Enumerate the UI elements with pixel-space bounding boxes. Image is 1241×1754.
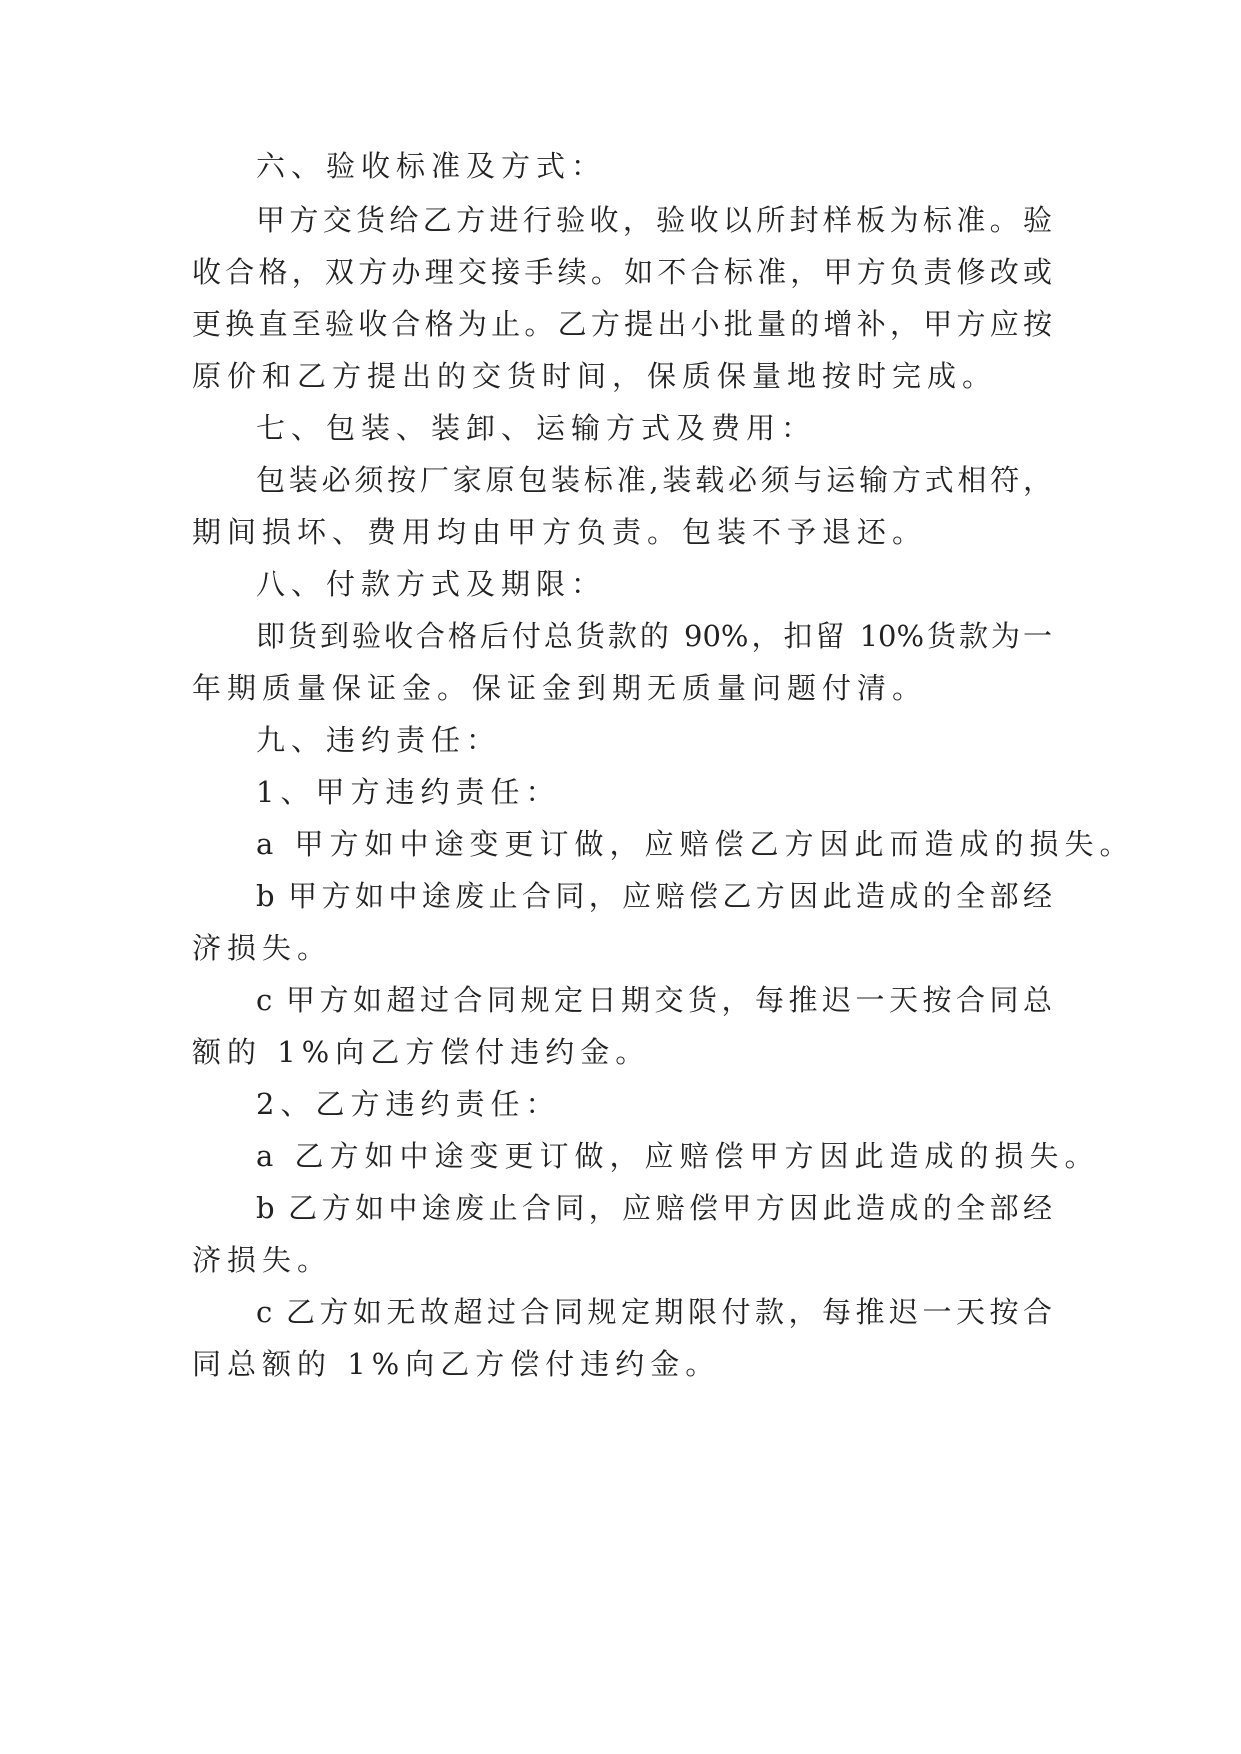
clause-line: a 甲方如中途变更订做，应赔偿乙方因此而造成的损失。 (256, 827, 1135, 861)
paragraph-line: 收合格，双方办理交接手续。如不合标准，甲方负责修改或 (192, 255, 1052, 289)
clause-line: b 甲方如中途废止合同，应赔偿乙方因此造成的全部经 (256, 879, 1052, 913)
paragraph-line: 即货到验收合格后付总货款的 90%，扣留 10%货款为一 (256, 619, 1052, 653)
paragraph-line: 原价和乙方提出的交货时间，保质保量地按时完成。 (192, 359, 998, 393)
subsection-heading-party-b: 2、乙方违约责任： (256, 1087, 561, 1121)
clause-line: 济损失。 (192, 931, 333, 965)
clause-line: c 乙方如无故超过合同规定期限付款，每推迟一天按合 (256, 1295, 1052, 1329)
section-heading-acceptance: 六、验收标准及方式： (256, 149, 607, 183)
paragraph-line: 甲方交货给乙方进行验收，验收以所封样板为标准。验 (256, 203, 1052, 237)
paragraph-line: 包装必须按厂家原包装标准,装载必须与运输方式相符， (256, 463, 1052, 497)
clause-line: b 乙方如中途废止合同，应赔偿甲方因此造成的全部经 (256, 1191, 1052, 1225)
clause-line: a 乙方如中途变更订做，应赔偿甲方因此造成的损失。 (256, 1139, 1100, 1173)
subsection-heading-party-a: 1、甲方违约责任： (256, 775, 561, 809)
section-heading-liability: 九、违约责任： (256, 723, 502, 757)
paragraph-line: 期间损坏、费用均由甲方负责。包装不予退还。 (192, 515, 928, 549)
paragraph-line: 年期质量保证金。保证金到期无质量问题付清。 (192, 671, 928, 705)
clause-line: 同总额的 1%向乙方偿付违约金。 (192, 1347, 721, 1381)
paragraph-line: 更换直至验收合格为止。乙方提出小批量的增补，甲方应按 (192, 307, 1052, 341)
section-heading-payment: 八、付款方式及期限： (256, 567, 607, 601)
clause-line: 济损失。 (192, 1243, 333, 1277)
clause-line: c 甲方如超过合同规定日期交货，每推迟一天按合同总 (256, 983, 1052, 1017)
section-heading-packaging: 七、包装、装卸、运输方式及费用： (256, 411, 817, 445)
clause-line: 额的 1%向乙方偿付违约金。 (192, 1035, 651, 1069)
